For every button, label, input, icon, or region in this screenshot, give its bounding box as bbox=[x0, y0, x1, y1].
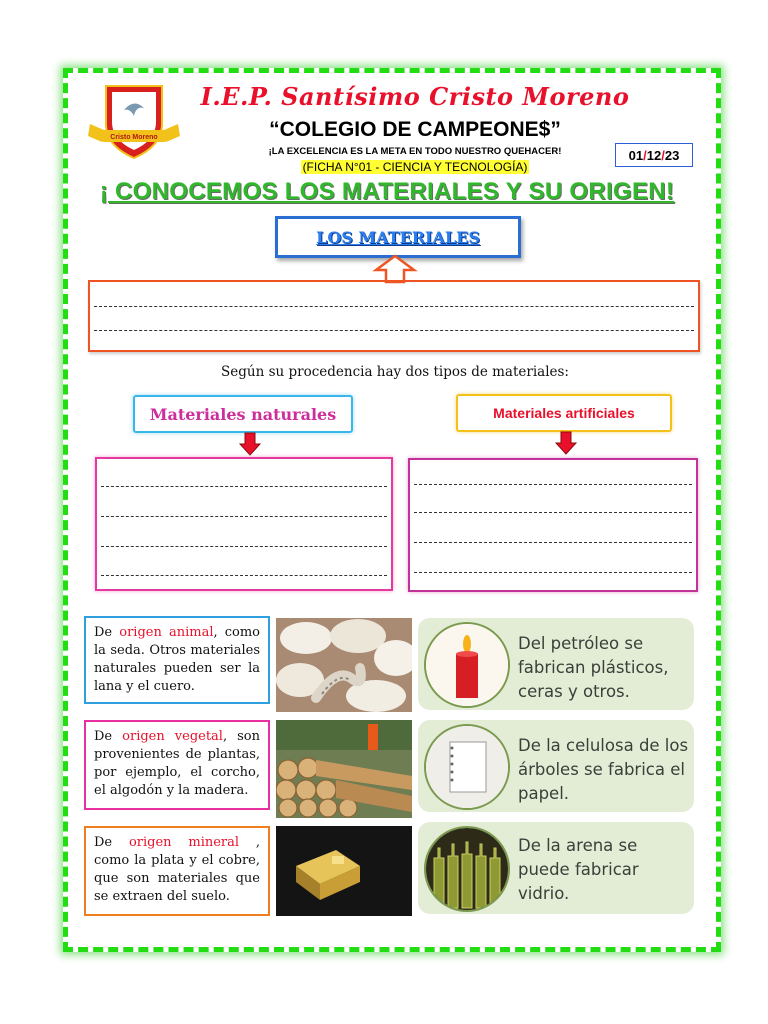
answer-line bbox=[101, 546, 387, 547]
sand-text: De la arena se puede fabricar vidrio. bbox=[518, 836, 639, 903]
origin-text: , son provenientes de plantas, por ejemplo, el corcho, el algodón y la madera. bbox=[94, 729, 261, 798]
petroleum-text: Del petróleo se fabrican plásticos, ceras y otros. bbox=[518, 634, 669, 701]
origin-highlight: origen mineral bbox=[128, 835, 240, 850]
answer-line bbox=[414, 542, 692, 543]
origin-highlight: origen animal bbox=[119, 625, 214, 640]
svg-text:Cristo Moreno: Cristo Moreno bbox=[110, 134, 158, 141]
origin-text: , como la seda. Otros materiales naturales pueden ser la lana y el cuero. bbox=[94, 625, 260, 694]
wood-logs-image bbox=[276, 720, 412, 818]
date-box bbox=[615, 143, 693, 167]
silk-cocoons-image bbox=[276, 618, 412, 712]
artificial-materials-label: Materiales artificiales bbox=[456, 394, 672, 432]
origin-vegetal-box bbox=[84, 720, 270, 810]
gold-bars-image bbox=[276, 826, 412, 916]
answer-line bbox=[94, 306, 694, 307]
candle-image bbox=[424, 622, 510, 708]
notebook-image bbox=[424, 724, 510, 810]
origin-highlight: origen vegetal bbox=[122, 729, 223, 744]
ficha-text: (FICHA N°01 - CIENCIA Y TECNOLOGÍA) bbox=[302, 160, 528, 174]
ficha-subtitle bbox=[210, 160, 620, 174]
answer-line bbox=[414, 484, 692, 485]
origin-animal-box bbox=[84, 616, 270, 704]
school-crest-logo bbox=[84, 80, 184, 160]
definition-answer-box[interactable] bbox=[88, 280, 700, 352]
artificial-materials-answer-box[interactable] bbox=[408, 458, 698, 592]
natural-materials-answer-box[interactable] bbox=[95, 457, 393, 591]
glass-bottles-image bbox=[424, 826, 510, 912]
school-name: I.E.P. Santísimo Cristo Moreno bbox=[200, 82, 630, 111]
date-day: 01 bbox=[628, 147, 644, 163]
date-separator: / bbox=[661, 147, 665, 163]
cellulose-text: De la celulosa de los árboles se fabrica el papel. bbox=[518, 736, 689, 803]
materials-heading-box: LOS MATERIALES bbox=[275, 216, 521, 258]
date-separator: / bbox=[643, 147, 647, 163]
answer-line bbox=[414, 512, 692, 513]
answer-line bbox=[101, 575, 387, 576]
date-year: 23 bbox=[664, 147, 680, 163]
answer-line bbox=[94, 330, 694, 331]
origin-mineral-box bbox=[84, 826, 270, 916]
answer-line bbox=[101, 516, 387, 517]
school-motto: ¡LA EXCELENCIA ES LA META EN TODO NUESTRO QUEHACER! bbox=[268, 146, 562, 157]
procedencia-text: Según su procedencia hay dos tipos de materiales: bbox=[221, 364, 569, 380]
origin-text: De bbox=[94, 729, 123, 744]
down-arrow-icon bbox=[239, 432, 261, 456]
school-title: “COLEGIO DE CAMPEONE$” bbox=[269, 118, 561, 141]
down-arrow-icon bbox=[555, 431, 577, 455]
answer-line bbox=[101, 486, 387, 487]
date-month: 12 bbox=[646, 147, 662, 163]
answer-line bbox=[414, 572, 692, 573]
origin-text: De bbox=[94, 625, 120, 640]
natural-materials-label: Materiales naturales bbox=[133, 395, 353, 433]
origin-text: De bbox=[94, 835, 129, 850]
worksheet-title: ¡ CONOCEMOS LOS MATERIALES Y SU ORIGEN! bbox=[99, 178, 675, 205]
origin-text: , como la plata y el cobre, que son materiales que se extraen del suelo. bbox=[94, 835, 261, 904]
